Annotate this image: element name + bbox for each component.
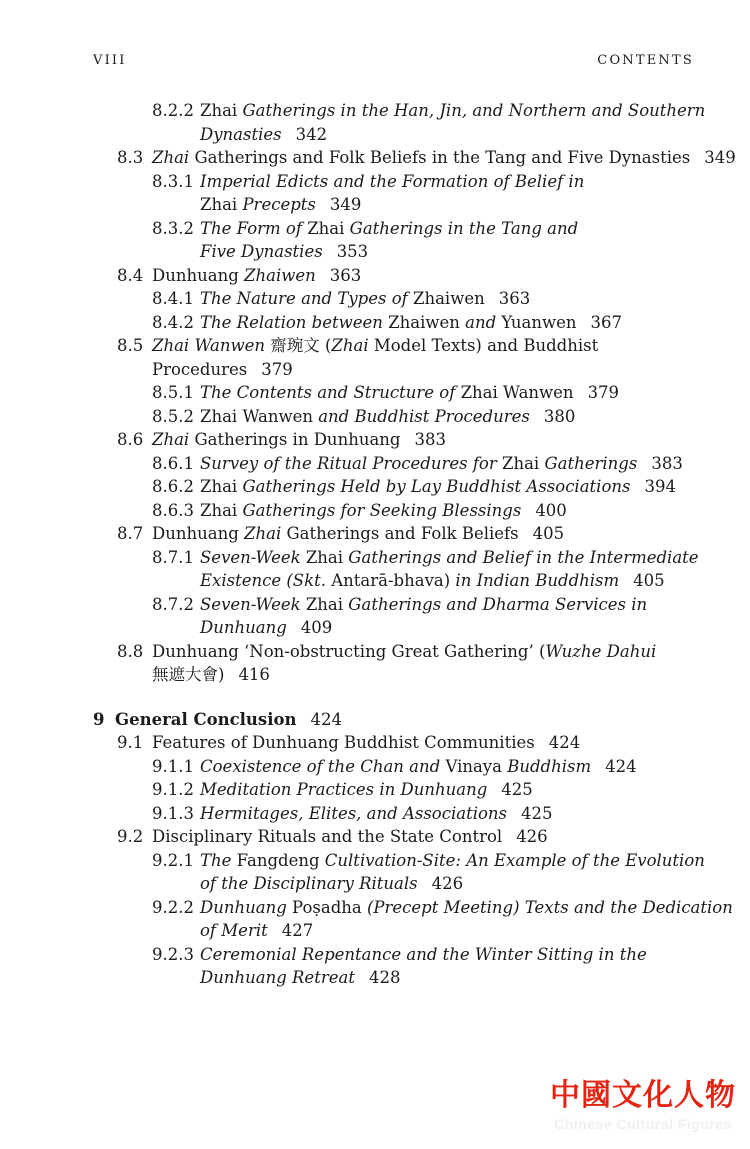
- toc-entry: [93, 170, 694, 217]
- entry-number: 9: [93, 709, 105, 729]
- title-text-run: Features of Dunhuang Buddhist Communities: [152, 733, 535, 752]
- entry-title: [152, 428, 694, 452]
- page-number: 425: [521, 803, 553, 823]
- page-number: 367: [590, 312, 622, 332]
- entry-number: 9.1.3: [152, 803, 194, 823]
- entry-title-line: [200, 499, 694, 523]
- entry-number: 9.2.1: [152, 850, 194, 870]
- title-text-run: Meditation Practices in Dunhuang: [200, 780, 488, 799]
- toc-entry: [93, 405, 694, 429]
- entry-title: [200, 381, 694, 405]
- title-text-run: Zhai: [200, 477, 243, 496]
- page-number: 427: [281, 921, 314, 940]
- title-text-run: Disciplinary Rituals and the State Control: [152, 827, 503, 846]
- title-text-run: Dunhuang: [200, 618, 287, 637]
- entry-title: [152, 825, 694, 849]
- title-text-run: Gatherings and Dharma Services in: [348, 594, 648, 614]
- toc-entry: [93, 593, 694, 640]
- entry-number: 8.5: [117, 336, 144, 355]
- entry-number: 8.3.1: [152, 171, 194, 191]
- title-text-run: Dunhuang ‘Non-obstructing Great Gathering’ (: [152, 641, 546, 661]
- running-header: [93, 53, 694, 68]
- entry-title: [200, 849, 705, 896]
- entry-title-line: [200, 99, 706, 123]
- running-head-title: CONTENTS: [597, 53, 694, 68]
- page-number: 424: [548, 733, 581, 752]
- title-text-run: Coexistence of the Chan and: [200, 756, 446, 776]
- entry-title: [200, 99, 706, 146]
- title-text-run: Dunhuang: [152, 265, 245, 285]
- title-text-run: Seven-Week: [200, 547, 306, 567]
- entry-title: [200, 896, 733, 943]
- entry-title-line: [200, 170, 694, 194]
- entry-title-line: [200, 452, 694, 476]
- toc-entry: [93, 99, 706, 146]
- toc-entry: [93, 708, 694, 732]
- title-text-run: Zhaiwen: [413, 289, 485, 308]
- title-text-run: (Precept Meeting) Texts and the Dedication: [366, 897, 733, 917]
- title-text-run: Fangdeng: [236, 850, 325, 870]
- page-number: 428: [368, 968, 401, 987]
- toc-entry: [93, 499, 694, 523]
- title-text-run: Zhai: [244, 524, 287, 543]
- toc-entry: [93, 264, 694, 288]
- toc-entry: [93, 217, 694, 264]
- title-text-run: Survey of the Ritual Procedures for: [200, 453, 502, 473]
- page-number: 379: [587, 383, 620, 402]
- toc-entry: [93, 778, 694, 802]
- toc-entry: [93, 287, 694, 311]
- entry-title: [152, 640, 694, 687]
- folio-page-number: VIII: [93, 53, 127, 68]
- entry-title-line: [200, 755, 694, 779]
- title-text-run: Zhai: [200, 500, 243, 520]
- page-number: 425: [501, 780, 533, 799]
- entry-title-line: [200, 778, 694, 802]
- entry-number: 8.4.1: [152, 289, 194, 308]
- entry-title: [200, 778, 694, 802]
- title-text-run: of the Disciplinary Rituals: [200, 874, 418, 893]
- entry-title: [152, 731, 694, 755]
- title-text-run: Gatherings and Folk Beliefs in the Tang and Five Dynasties: [194, 148, 691, 167]
- toc-entry: [93, 896, 733, 943]
- toc-entry: [93, 640, 694, 687]
- entry-title-line: [152, 428, 694, 452]
- entry-title-line: [200, 311, 694, 335]
- entry-number: 8.5.1: [152, 383, 194, 402]
- title-text-run: The Nature and Types of: [200, 289, 413, 308]
- watermark: [540, 1078, 746, 1133]
- cjk-text-run: 無遮大會: [152, 665, 218, 684]
- entry-title-line: [200, 546, 699, 570]
- page-number: 363: [498, 289, 531, 308]
- entry-number: 8.4: [117, 265, 144, 285]
- entry-title: [200, 499, 694, 523]
- title-text-run: Gatherings and Belief in the Intermediate: [348, 547, 699, 567]
- entry-title-line: [200, 896, 733, 920]
- title-text-run: Zhai: [152, 148, 195, 167]
- page-number: 349: [329, 195, 362, 214]
- title-text-run: The: [200, 850, 237, 870]
- entry-title-line: [200, 287, 694, 311]
- entry-title-line: [200, 919, 694, 943]
- title-text-run: Gatherings in the Tang and: [349, 218, 579, 238]
- toc: [93, 99, 736, 990]
- title-text-run: The Form of: [200, 218, 308, 238]
- title-text-run: Precepts: [242, 195, 316, 214]
- page-number: 400: [535, 500, 567, 520]
- entry-number: 8.3.2: [152, 218, 194, 238]
- entry-title-line: [200, 405, 694, 429]
- entry-title: [200, 546, 699, 593]
- entry-number: 8.7.1: [152, 547, 194, 567]
- title-text-run: Zhai: [331, 336, 374, 355]
- page-number: 342: [295, 124, 328, 144]
- title-text-run: Cultivation-Site: An Example of the Evolution: [324, 850, 705, 870]
- entry-title: [200, 170, 694, 217]
- cjk-text-run: 齋琬文: [270, 336, 325, 355]
- title-text-run: Zhai: [152, 430, 195, 449]
- title-text-run: Zhai Wanwen: [152, 336, 271, 355]
- toc-entry: [93, 802, 694, 826]
- entry-title-line: [200, 569, 694, 593]
- toc-entry: [93, 546, 699, 593]
- entry-title-line: [200, 381, 694, 405]
- toc-entry: [93, 428, 694, 452]
- entry-number: 9.2.3: [152, 944, 194, 964]
- entry-number: 9.1.2: [152, 780, 194, 799]
- title-text-run: Existence (Skt.: [200, 571, 332, 590]
- title-text-run: Zhai: [305, 594, 349, 614]
- title-text-run: Zhai Wanwen: [200, 406, 319, 426]
- title-text-run: Dunhuang: [200, 897, 293, 917]
- entry-title: [200, 217, 694, 264]
- entry-title-line: [200, 802, 694, 826]
- page-number: 424: [310, 709, 342, 729]
- entry-title: [200, 593, 694, 640]
- title-text-run: Vinaya: [445, 756, 508, 776]
- title-text-run: Ceremonial Repentance and the Winter Sitting in the: [200, 944, 647, 964]
- entry-title: [200, 311, 694, 335]
- title-text-run: Zhai: [200, 195, 243, 214]
- title-text-run: Wuzhe Dahui: [545, 641, 657, 661]
- title-text-run: Hermitages, Elites, and Associations: [200, 803, 508, 823]
- title-text-run: Imperial Edicts and the Formation of Belief in: [200, 171, 585, 191]
- page-number: 380: [543, 406, 576, 426]
- toc-entry: [93, 522, 694, 546]
- entry-title-line: [152, 358, 694, 382]
- page-number: 424: [605, 756, 637, 776]
- title-text-run: ): [218, 665, 225, 684]
- entry-title: [152, 146, 736, 170]
- page-number: 416: [238, 665, 270, 684]
- entry-number: 8.6.2: [152, 477, 194, 496]
- page-number: 349: [704, 148, 736, 167]
- entry-number: 8.2.2: [152, 101, 194, 120]
- title-text-run: Zhaiwen: [244, 265, 316, 285]
- title-text-run: Zhai: [200, 101, 243, 120]
- watermark-latin-text: Chinese Cultural Figures: [554, 1116, 732, 1132]
- entry-title: [152, 264, 694, 288]
- title-text-run: and Buddhist Procedures: [318, 406, 530, 426]
- toc-entry: [93, 311, 694, 335]
- entry-number: 8.5.2: [152, 406, 194, 426]
- title-text-run: Seven-Week: [200, 594, 306, 614]
- entry-title-line: [200, 593, 694, 617]
- title-text-run: Gatherings Held by Lay Buddhist Associations: [242, 477, 631, 496]
- entry-title-line: [200, 475, 694, 499]
- page-number: 409: [300, 618, 333, 637]
- entry-number: 9.2: [117, 827, 144, 846]
- entry-title: [152, 334, 694, 381]
- entry-title-line: [200, 872, 694, 896]
- entry-title: [200, 405, 694, 429]
- toc-entry: [93, 334, 694, 381]
- toc-entry: [93, 381, 694, 405]
- title-text-run: The Relation between: [200, 312, 389, 332]
- entry-title-line: [200, 849, 705, 873]
- entry-title-line: [200, 193, 694, 217]
- entry-number: 8.3: [117, 148, 144, 167]
- entry-title-line: [115, 708, 694, 732]
- toc-entry: [93, 849, 705, 896]
- entry-title: [200, 802, 694, 826]
- entry-number: 9.1.1: [152, 756, 194, 776]
- entry-number: 8.6.3: [152, 500, 194, 520]
- title-text-run: General Conclusion: [115, 709, 297, 729]
- entry-title-line: [200, 943, 694, 967]
- title-text-run: Model Texts) and Buddhist: [373, 336, 599, 355]
- title-text-run: Zhai: [502, 453, 545, 473]
- entry-title-line: [152, 825, 694, 849]
- entry-title-line: [200, 966, 694, 990]
- entry-title-line: [200, 217, 694, 241]
- entry-title: [200, 755, 694, 779]
- title-text-run: Zhai Wanwen: [460, 383, 574, 402]
- title-text-run: Yuanwen: [501, 312, 577, 332]
- page-number: 405: [532, 524, 565, 543]
- page-number: 353: [336, 242, 369, 261]
- toc-entry: [93, 825, 694, 849]
- toc-entry: [93, 755, 694, 779]
- entry-title: [200, 287, 694, 311]
- title-text-run: of Merit: [200, 921, 268, 940]
- page-number: 383: [414, 430, 446, 449]
- entry-number: 8.6.1: [152, 453, 194, 473]
- title-text-run: Dunhuang: [152, 524, 245, 543]
- entry-title-line: [152, 334, 694, 358]
- entry-title: [200, 452, 694, 476]
- watermark-cjk-logo: 中國文化人物: [550, 1078, 736, 1113]
- entry-number: 8.4.2: [152, 312, 194, 332]
- entry-title-line: [200, 240, 694, 264]
- toc-entry: [93, 731, 694, 755]
- entry-title: [152, 522, 694, 546]
- entry-number: 8.8: [117, 641, 144, 661]
- entry-title: [200, 943, 694, 990]
- entry-number: 8.6: [117, 430, 144, 449]
- page-number: 363: [329, 265, 362, 285]
- page-number: 379: [261, 359, 293, 379]
- title-text-run: Antarā-bhava): [331, 571, 456, 590]
- entry-title-line: [152, 663, 694, 687]
- page-number: 405: [633, 571, 665, 590]
- page-number: 426: [431, 874, 464, 893]
- title-text-run: Poṣadha: [292, 897, 367, 917]
- page-number: 426: [516, 827, 548, 846]
- title-text-run: Dunhuang Retreat: [200, 968, 355, 987]
- toc-entry: [93, 475, 694, 499]
- entry-title-line: [200, 123, 694, 147]
- toc-entry: [93, 452, 694, 476]
- title-text-run: Gatherings in Dunhuang: [194, 430, 401, 449]
- entry-number: 8.7.2: [152, 594, 194, 614]
- title-text-run: Zhai: [305, 547, 349, 567]
- title-text-run: Gatherings: [544, 453, 638, 473]
- title-text-run: in Indian Buddhism: [455, 571, 620, 590]
- title-text-run: Gatherings in the Han, Jin, and Northern and Southern: [242, 101, 706, 120]
- entry-title: [200, 475, 694, 499]
- title-text-run: Gatherings and Folk Beliefs: [286, 524, 519, 543]
- title-text-run: Gatherings for Seeking Blessings: [242, 500, 522, 520]
- entry-title-line: [200, 616, 694, 640]
- entry-number: 9.2.2: [152, 897, 194, 917]
- entry-title-line: [152, 146, 736, 170]
- title-text-run: Zhaiwen: [388, 312, 466, 332]
- title-text-run: Zhai: [307, 218, 350, 238]
- title-text-run: Buddhism: [507, 756, 592, 776]
- title-text-run: and: [465, 312, 502, 332]
- entry-number: 8.7: [117, 524, 144, 543]
- entry-title-line: [152, 640, 694, 664]
- toc-entry: [93, 943, 694, 990]
- title-text-run: Five Dynasties: [200, 242, 323, 261]
- entry-title-line: [152, 522, 694, 546]
- entry-number: 9.1: [117, 733, 144, 752]
- toc-entry: [93, 146, 736, 170]
- title-text-run: Dynasties: [200, 124, 282, 144]
- page-number: 383: [651, 453, 683, 473]
- title-text-run: Procedures: [152, 359, 248, 379]
- entry-title: [115, 708, 694, 732]
- title-text-run: (: [324, 336, 332, 355]
- title-text-run: The Contents and Structure of: [200, 383, 461, 402]
- entry-title-line: [152, 731, 694, 755]
- entry-title-line: [152, 264, 694, 288]
- page-number: 394: [644, 477, 676, 496]
